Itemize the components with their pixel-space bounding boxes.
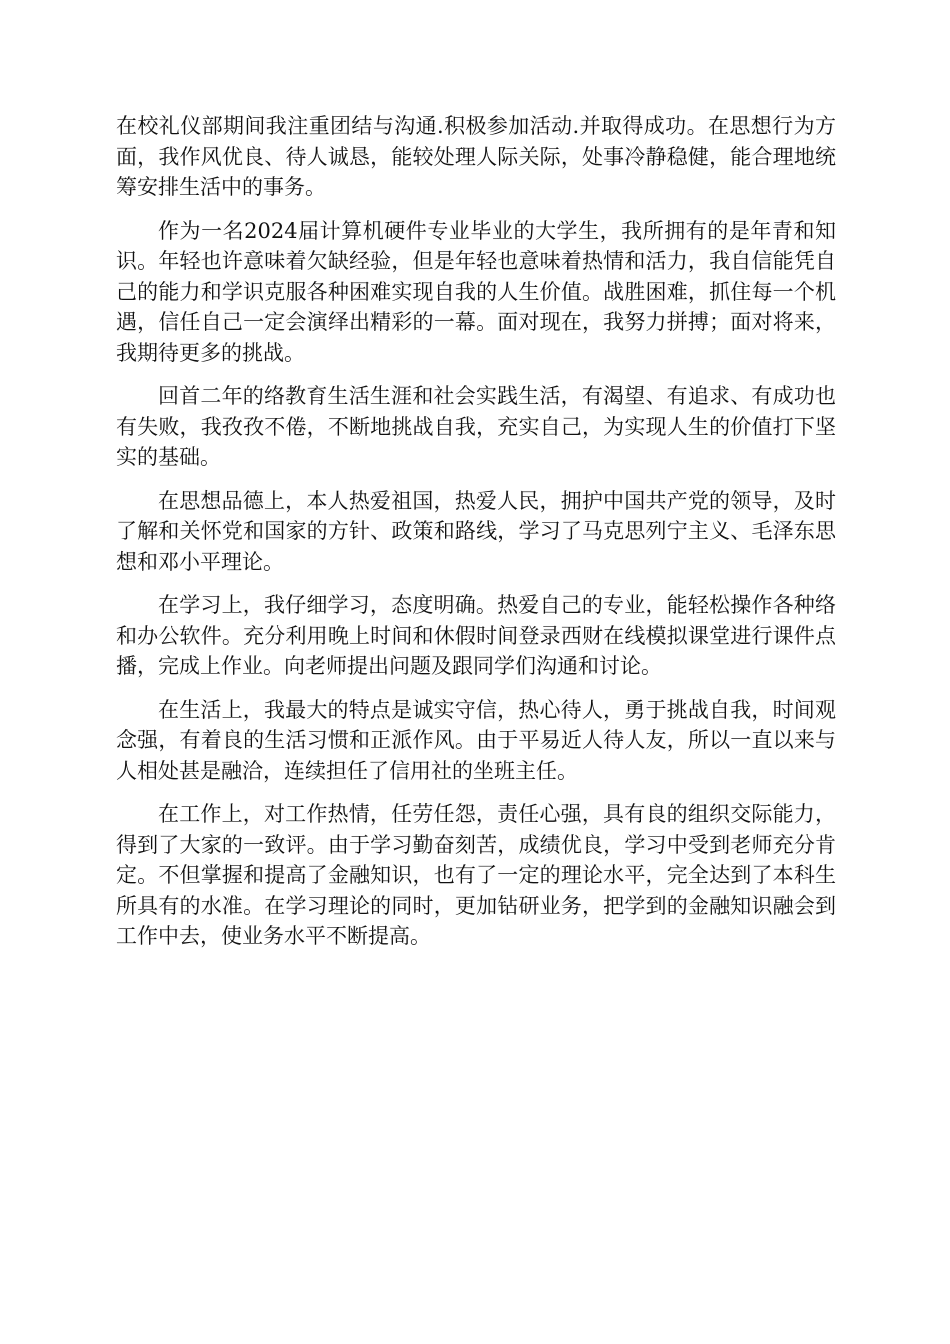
paragraph: 在生活上，我最大的特点是诚实守信，热心待人，勇于挑战自我，时间观念强，有着良的生活习惯和正派作风。由于平易近人待人友，所以一直以来与人相处甚是融洽，连续担任了信用社的坐班主任。 [116, 697, 836, 783]
document-body [116, 111, 836, 965]
paragraph: 在校礼仪部期间我注重团结与沟通.积极参加活动.并取得成功。在思想行为方面，我作风优良、待人诚恳，能较处理人际关际，处事冷静稳健，能合理地统筹安排生活中的事务。 [116, 114, 836, 199]
paragraph: 在工作上，对工作热情，任劳任怨，责任心强，具有良的组织交际能力，得到了大家的一致评。由于学习勤奋刻苦，成绩优良，学习中受到老师充分肯定。不但掌握和提高了金融知识，也有了一定的理论水平，完全达到了本科生所具有的水准。在学习理论的同时，更加钻研业务，把学到的金融知识融会到工作中去，使业务水平不断提高。 [116, 802, 836, 948]
paragraph: 作为一名2024届计算机硬件专业毕业的大学生，我所拥有的是年青和知识。年轻也许意味着欠缺经验，但是年轻也意味着热情和活力，我自信能凭自己的能力和学识克服各种困难实现自我的人生价值。战胜困难，抓住每一个机遇，信任自己一定会演绎出精彩的一幕。面对现在，我努力拼搏；面对将来，我期待更多的挑战。 [116, 218, 836, 365]
paragraph: 在学习上，我仔细学习，态度明确。热爱自己的专业，能轻松操作各种络和办公软件。充分利用晚上时间和休假时间登录西财在线模拟课堂进行课件点播，完成上作业。向老师提出问题及跟同学们沟通和讨论。 [116, 593, 836, 678]
paragraph: 回首二年的络教育生活生涯和社会实践生活，有渴望、有追求、有成功也有失败，我孜孜不倦，不断地挑战自我，充实自己，为实现人生的价值打下坚实的基础。 [116, 384, 836, 469]
paragraph: 在思想品德上，本人热爱祖国，热爱人民，拥护中国共产党的领导，及时了解和关怀党和国家的方针、政策和路线，学习了马克思列宁主义、毛泽东思想和邓小平理论。 [116, 488, 836, 574]
